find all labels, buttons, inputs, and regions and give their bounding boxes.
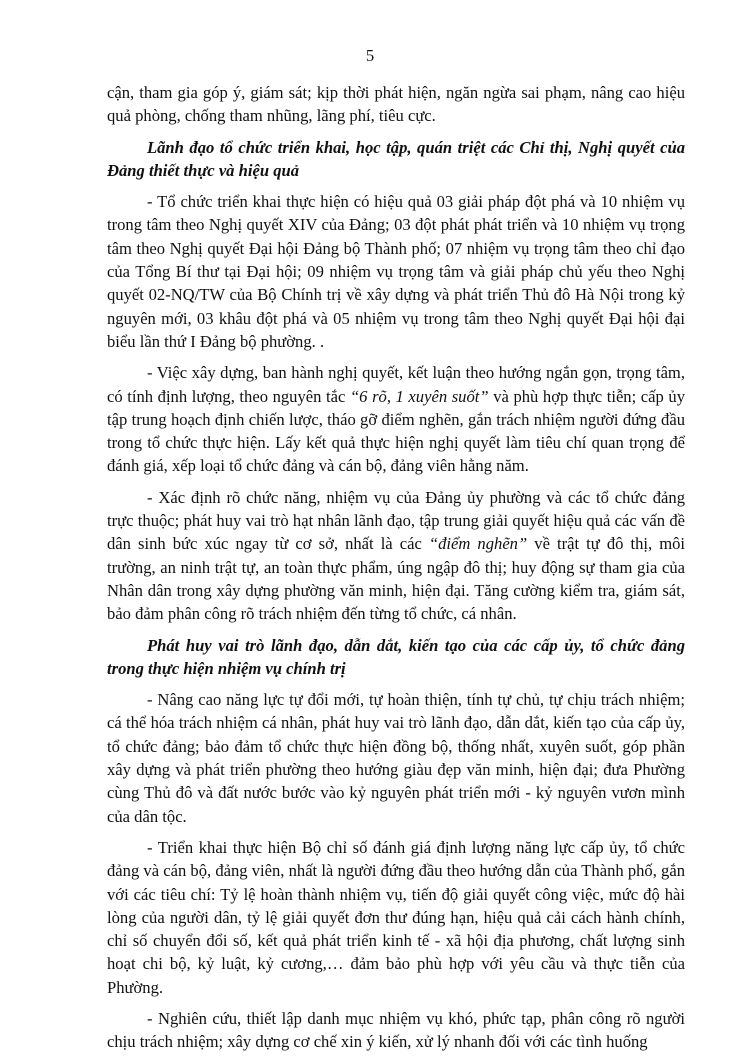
section-heading-role: Phát huy vai trò lãnh đạo, dẫn dắt, kiến tạo của các cấp ủy, tổ chức đảng trong thực hiện nhiệm vụ chính trị	[107, 635, 685, 678]
section-heading-leadership: Lãnh đạo tổ chức triển khai, học tập, quán triệt các Chỉ thị, Nghị quyết của Đảng thiết thực và hiệu quả	[107, 137, 685, 180]
italic-quote: “điểm nghẽn”	[428, 534, 528, 554]
paragraph-implementation: - Tổ chức triển khai thực hiện có hiệu quả 03 giải pháp đột phá và 10 nhiệm vụ trong tâm theo Nghị quyết XIV của Đảng; 03 đột phát phát triển và 10 nhiệm vụ trọng tâm theo Nghị quyết Đại hội Đảng bộ Thành phố; 07 nhiệm vụ trọng tâm theo chỉ đạo của Tổng Bí thư tại Đại hội; 09 nhiệm vụ trọng tâm và giải pháp chủ yếu theo Nghị quyết 02-NQ/TW của Bộ Chính trị về xây dựng và phát triển Thủ đô Hà Nội trong kỷ nguyên mới, 03 khâu đột phá và 05 nhiệm vụ trong tâm theo Nghị quyết Đại hội đại biểu lần thứ I Đảng bộ phường. .	[107, 192, 685, 351]
paragraph-resolution-building	[107, 361, 685, 477]
paragraph-indicators: - Triển khai thực hiện Bộ chỉ số đánh giá định lượng năng lực cấp ủy, tổ chức đảng và cán bộ, đảng viên, nhất là người đứng đầu theo hướng dẫn của Thành phố, gắn với các tiêu chí: Tỷ lệ hoàn thành nhiệm vụ, tiến độ giải quyết công việc, mức độ hài lòng của người dân, tỷ lệ giải quyết đơn thư đúng hạn, hiệu quả cải cách hành chính, chỉ số chuyển đổi số, kết quả phát triển kinh tế - xã hội địa phương, chất lượng sinh hoạt chi bộ, kỷ luật, kỷ cương,… đảm bảo phù hợp với yêu cầu và thực tiễn của Phường.	[107, 837, 685, 997]
italic-quote: “6 rõ, 1 xuyên suốt”	[349, 386, 489, 406]
page-body	[107, 81, 685, 1062]
text-segment: - Xác định rõ chức năng, nhiệm vụ của Đảng ủy phường và các tổ chức đảng trực thuộc; phát huy vai trò hạt nhân lãnh đạo, tập trung giải quyết hiệu quả các vấn đề dân sinh bức xúc ngay từ cơ sở, nhất là các	[107, 487, 685, 554]
paragraph-research: - Nghiên cứu, thiết lập danh mục nhiệm vụ khó, phức tạp, phân công rõ người chịu trách nhiệm; xây dựng cơ chế xin ý kiến, xử lý nhanh đối với các tình huống	[107, 1008, 685, 1052]
paragraph-functions-duties	[107, 486, 685, 626]
text-segment: - Việc xây dựng, ban hành nghị quyết, kết luận theo hướng ngắn gọn, trọng tâm, có tính định lượng, theo nguyên tắc	[107, 363, 685, 406]
text-segment: về trật tự đô thị, môi trường, an ninh trật tự, an toàn thực phẩm, úng ngập đô thị; huy động sự tham gia của Nhân dân trong xây dựng phường văn minh, hiện đại. Tăng cường kiểm tra, giám sát, bảo đảm phân công rõ trách nhiệm đến từng tổ chức, cá nhân.	[107, 534, 686, 624]
text-segment: và phù hợp thực tiễn; cấp ủy tập trung hoạch định chiến lược, tháo gỡ điểm nghẽn, gắn trách nhiệm người đứng đầu trong tổ chức thực hiện. Lấy kết quả thực hiện nghị quyết làm tiêu chí quan trọng để đánh giá, xếp loại tổ chức đảng và cán bộ, đảng viên hằng năm.	[107, 386, 685, 476]
page-number: 5	[365, 46, 375, 65]
paragraph-continuation: cận, tham gia góp ý, giám sát; kịp thời phát hiện, ngăn ngừa sai phạm, nâng cao hiệu quả phòng, chống tham nhũng, lãng phí, tiêu cực.	[107, 83, 685, 126]
paragraph-capacity: - Nâng cao năng lực tự đổi mới, tự hoàn thiện, tính tự chủ, tự chịu trách nhiệm; cá thể hóa trách nhiệm cá nhân, phát huy vai trò lãnh đạo, dẫn dắt, kiến tạo của cấp ủy, tổ chức đảng; bảo đảm tổ chức thực hiện đồng bộ, thống nhất, xuyên suốt, góp phần xây dựng và phát triển phường theo hướng giàu đẹp văn minh, hiện đại; đưa Phường cùng Thủ đô và đất nước bước vào kỷ nguyên phát triển mới - kỷ nguyên vươn mình của dân tộc.	[107, 690, 685, 826]
